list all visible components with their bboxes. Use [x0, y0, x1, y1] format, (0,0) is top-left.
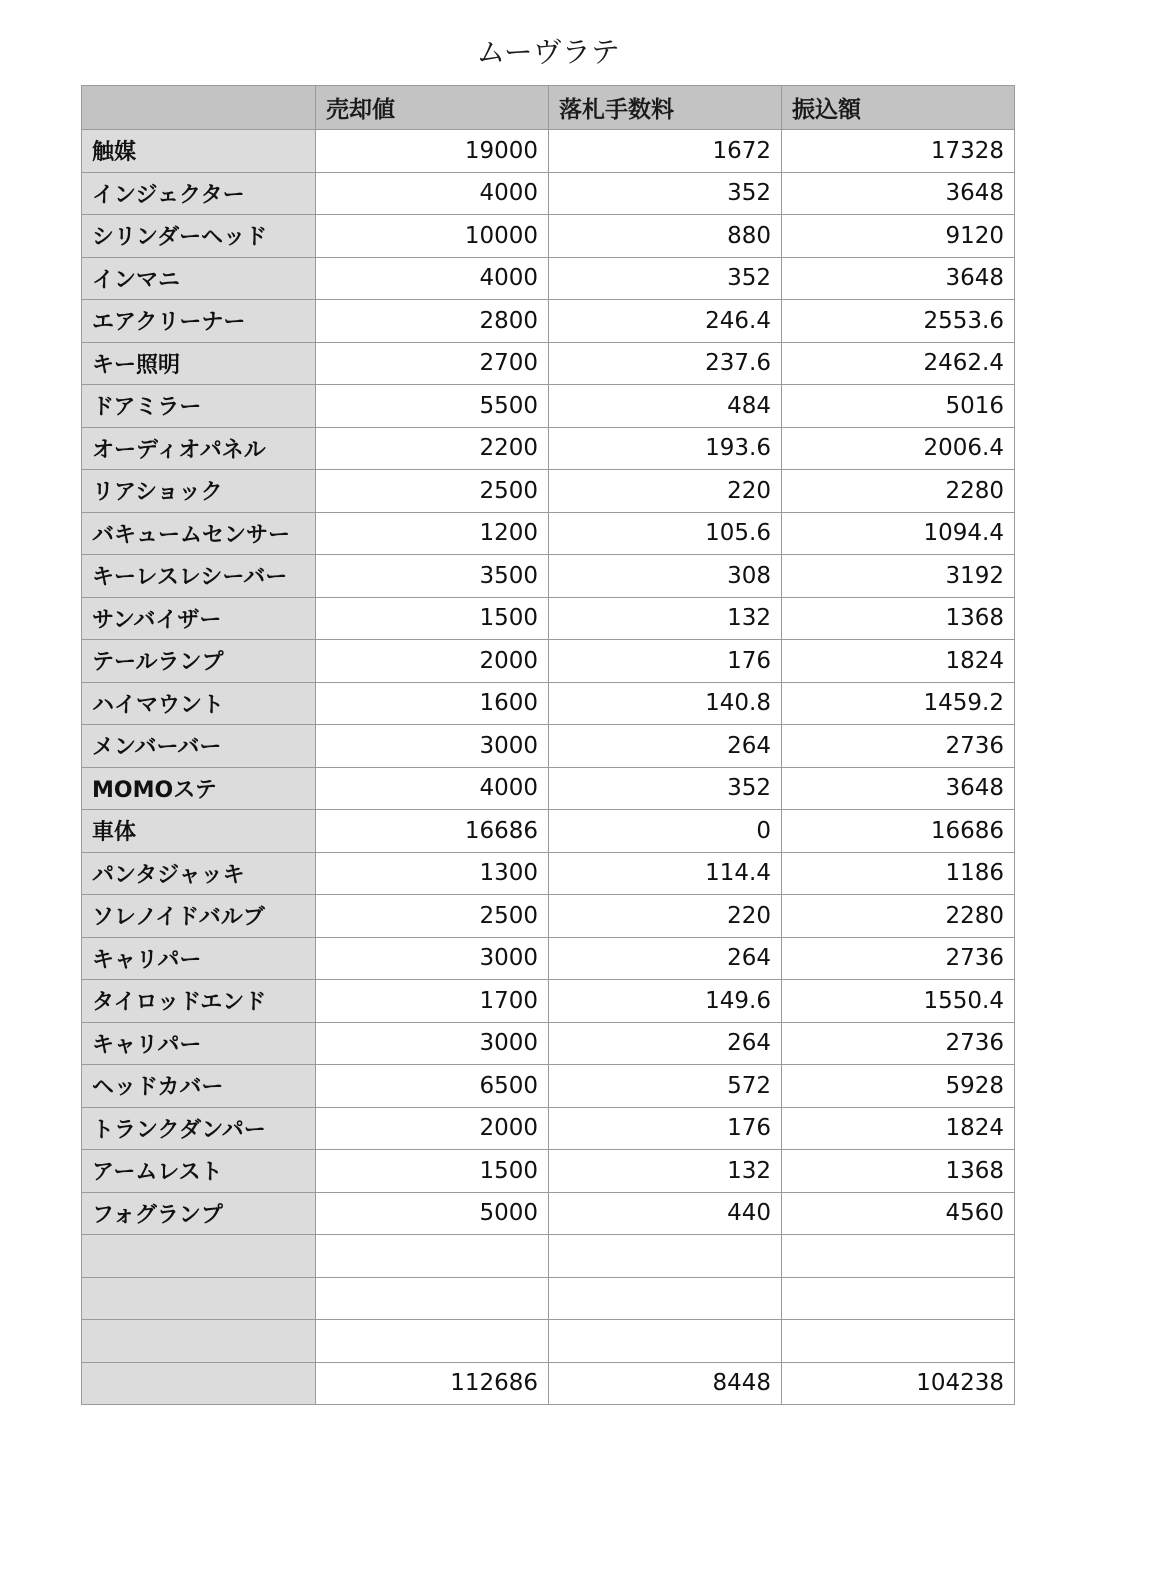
- value-cell[interactable]: 2000: [316, 1107, 549, 1150]
- table-header: [82, 86, 1015, 130]
- value-cell[interactable]: 0: [549, 810, 782, 853]
- table-row: [82, 937, 1015, 980]
- row-label-cell[interactable]: ヘッドカバー: [82, 1065, 316, 1108]
- value-cell[interactable]: 2462.4: [782, 342, 1015, 385]
- table-row: [82, 597, 1015, 640]
- table-row: [82, 300, 1015, 343]
- value-cell[interactable]: 1186: [782, 852, 1015, 895]
- value-cell[interactable]: 3648: [782, 767, 1015, 810]
- value-cell[interactable]: [782, 1235, 1015, 1278]
- value-cell[interactable]: 3000: [316, 725, 549, 768]
- value-cell[interactable]: 9120: [782, 215, 1015, 258]
- header-cell-transfer-amount[interactable]: 振込額: [782, 86, 1015, 130]
- value-cell[interactable]: 5500: [316, 385, 549, 428]
- table-row: [82, 470, 1015, 513]
- row-label-cell[interactable]: [82, 1277, 316, 1320]
- value-cell[interactable]: 4560: [782, 1192, 1015, 1235]
- value-cell[interactable]: 2700: [316, 342, 549, 385]
- value-cell[interactable]: 3000: [316, 937, 549, 980]
- row-label-cell[interactable]: シリンダーヘッド: [82, 215, 316, 258]
- value-cell[interactable]: 1459.2: [782, 682, 1015, 725]
- value-cell[interactable]: 1600: [316, 682, 549, 725]
- value-cell[interactable]: 484: [549, 385, 782, 428]
- value-cell[interactable]: [549, 1235, 782, 1278]
- value-cell[interactable]: 2800: [316, 300, 549, 343]
- header-cell-corner[interactable]: [82, 86, 316, 130]
- value-cell[interactable]: 264: [549, 1022, 782, 1065]
- row-label-cell[interactable]: キャリパー: [82, 937, 316, 980]
- table-row: [82, 767, 1015, 810]
- value-cell[interactable]: 1550.4: [782, 980, 1015, 1023]
- value-cell[interactable]: 264: [549, 725, 782, 768]
- value-cell[interactable]: 220: [549, 470, 782, 513]
- table-row: [82, 640, 1015, 683]
- value-cell[interactable]: 220: [549, 895, 782, 938]
- row-label-cell[interactable]: [82, 1235, 316, 1278]
- data-table: [81, 85, 1015, 1405]
- value-cell[interactable]: 246.4: [549, 300, 782, 343]
- value-cell[interactable]: 176: [549, 1107, 782, 1150]
- value-cell[interactable]: [549, 1277, 782, 1320]
- table-row: [82, 682, 1015, 725]
- value-cell[interactable]: 1368: [782, 1150, 1015, 1193]
- value-cell[interactable]: 16686: [316, 810, 549, 853]
- table-row: [82, 385, 1015, 428]
- value-cell[interactable]: [316, 1235, 549, 1278]
- row-label-cell[interactable]: アームレスト: [82, 1150, 316, 1193]
- value-cell[interactable]: 3500: [316, 555, 549, 598]
- value-cell[interactable]: 1500: [316, 597, 549, 640]
- table-row: [82, 1107, 1015, 1150]
- table-row: [82, 980, 1015, 1023]
- row-label-cell[interactable]: キーレスレシーバー: [82, 555, 316, 598]
- table-row: [82, 427, 1015, 470]
- table-row: [82, 257, 1015, 300]
- value-cell[interactable]: 1200: [316, 512, 549, 555]
- value-cell[interactable]: 112686: [316, 1362, 549, 1405]
- row-label-cell[interactable]: メンバーバー: [82, 725, 316, 768]
- value-cell[interactable]: 880: [549, 215, 782, 258]
- table-row: [82, 215, 1015, 258]
- table-row: [82, 512, 1015, 555]
- row-label-cell[interactable]: タイロッドエンド: [82, 980, 316, 1023]
- table-row: [82, 1150, 1015, 1193]
- value-cell[interactable]: 572: [549, 1065, 782, 1108]
- value-cell[interactable]: 3648: [782, 257, 1015, 300]
- header-cell-auction-fee[interactable]: 落札手数料: [549, 86, 782, 130]
- value-cell[interactable]: 6500: [316, 1065, 549, 1108]
- row-label-cell[interactable]: キャリパー: [82, 1022, 316, 1065]
- value-cell[interactable]: 264: [549, 937, 782, 980]
- value-cell[interactable]: 440: [549, 1192, 782, 1235]
- value-cell[interactable]: 16686: [782, 810, 1015, 853]
- value-cell[interactable]: [316, 1320, 549, 1363]
- table-row: [82, 725, 1015, 768]
- value-cell[interactable]: 2280: [782, 470, 1015, 513]
- table-body: [82, 130, 1015, 1405]
- value-cell[interactable]: 2000: [316, 640, 549, 683]
- value-cell[interactable]: 132: [549, 1150, 782, 1193]
- value-cell[interactable]: 1824: [782, 640, 1015, 683]
- table-row: [82, 1022, 1015, 1065]
- value-cell[interactable]: 2553.6: [782, 300, 1015, 343]
- row-label-cell[interactable]: キー照明: [82, 342, 316, 385]
- table-row: [82, 172, 1015, 215]
- value-cell[interactable]: 19000: [316, 130, 549, 173]
- value-cell[interactable]: [782, 1277, 1015, 1320]
- value-cell[interactable]: 2500: [316, 470, 549, 513]
- value-cell[interactable]: [549, 1320, 782, 1363]
- value-cell[interactable]: 352: [549, 172, 782, 215]
- value-cell[interactable]: 104238: [782, 1362, 1015, 1405]
- table-row: [82, 1320, 1015, 1363]
- row-label-cell[interactable]: フォグランプ: [82, 1192, 316, 1235]
- table-row: [82, 810, 1015, 853]
- value-cell[interactable]: 105.6: [549, 512, 782, 555]
- row-label-cell[interactable]: 触媒: [82, 130, 316, 173]
- value-cell[interactable]: 3192: [782, 555, 1015, 598]
- value-cell[interactable]: 5000: [316, 1192, 549, 1235]
- value-cell[interactable]: 1368: [782, 597, 1015, 640]
- table-row: [82, 1362, 1015, 1405]
- row-label-cell[interactable]: サンバイザー: [82, 597, 316, 640]
- value-cell[interactable]: 3648: [782, 172, 1015, 215]
- table-row: [82, 1065, 1015, 1108]
- value-cell[interactable]: 2736: [782, 725, 1015, 768]
- value-cell[interactable]: 2500: [316, 895, 549, 938]
- value-cell[interactable]: 2736: [782, 1022, 1015, 1065]
- value-cell[interactable]: 1672: [549, 130, 782, 173]
- row-label-cell[interactable]: リアショック: [82, 470, 316, 513]
- sheet-title: ムーヴラテ: [476, 35, 620, 69]
- value-cell[interactable]: 2200: [316, 427, 549, 470]
- row-label-cell[interactable]: [82, 1320, 316, 1363]
- value-cell[interactable]: 10000: [316, 215, 549, 258]
- header-cell-sale-price[interactable]: 売却値: [316, 86, 549, 130]
- row-label-cell[interactable]: テールランプ: [82, 640, 316, 683]
- table-row: [82, 342, 1015, 385]
- row-label-cell[interactable]: ソレノイドバルブ: [82, 895, 316, 938]
- value-cell[interactable]: 2736: [782, 937, 1015, 980]
- value-cell[interactable]: 193.6: [549, 427, 782, 470]
- row-label-cell[interactable]: エアクリーナー: [82, 300, 316, 343]
- value-cell[interactable]: 352: [549, 767, 782, 810]
- value-cell[interactable]: 237.6: [549, 342, 782, 385]
- table-row: [82, 1192, 1015, 1235]
- row-label-cell[interactable]: 車体: [82, 810, 316, 853]
- row-label-cell[interactable]: トランクダンパー: [82, 1107, 316, 1150]
- value-cell[interactable]: 149.6: [549, 980, 782, 1023]
- value-cell[interactable]: 2006.4: [782, 427, 1015, 470]
- table-row: [82, 895, 1015, 938]
- value-cell[interactable]: 140.8: [549, 682, 782, 725]
- value-cell[interactable]: 3000: [316, 1022, 549, 1065]
- value-cell[interactable]: 2280: [782, 895, 1015, 938]
- value-cell[interactable]: 114.4: [549, 852, 782, 895]
- header-row: [82, 86, 1015, 130]
- value-cell[interactable]: 4000: [316, 257, 549, 300]
- value-cell[interactable]: 4000: [316, 172, 549, 215]
- value-cell[interactable]: 5928: [782, 1065, 1015, 1108]
- value-cell[interactable]: 1300: [316, 852, 549, 895]
- value-cell[interactable]: 17328: [782, 130, 1015, 173]
- value-cell[interactable]: 1700: [316, 980, 549, 1023]
- value-cell[interactable]: 1500: [316, 1150, 549, 1193]
- row-label-cell[interactable]: インマニ: [82, 257, 316, 300]
- value-cell[interactable]: 8448: [549, 1362, 782, 1405]
- value-cell[interactable]: 1094.4: [782, 512, 1015, 555]
- row-label-cell[interactable]: ハイマウント: [82, 682, 316, 725]
- value-cell[interactable]: 308: [549, 555, 782, 598]
- row-label-cell[interactable]: ドアミラー: [82, 385, 316, 428]
- table-row: [82, 130, 1015, 173]
- table-row: [82, 555, 1015, 598]
- value-cell[interactable]: 1824: [782, 1107, 1015, 1150]
- table-row: [82, 1235, 1015, 1278]
- value-cell[interactable]: [316, 1277, 549, 1320]
- row-label-cell[interactable]: MOMOステ: [82, 767, 316, 810]
- table-row: [82, 1277, 1015, 1320]
- value-cell[interactable]: 176: [549, 640, 782, 683]
- row-label-cell[interactable]: パンタジャッキ: [82, 852, 316, 895]
- value-cell[interactable]: 4000: [316, 767, 549, 810]
- value-cell[interactable]: 132: [549, 597, 782, 640]
- row-label-cell[interactable]: [82, 1362, 316, 1405]
- value-cell[interactable]: 352: [549, 257, 782, 300]
- value-cell[interactable]: [782, 1320, 1015, 1363]
- value-cell[interactable]: 5016: [782, 385, 1015, 428]
- row-label-cell[interactable]: バキュームセンサー: [82, 512, 316, 555]
- row-label-cell[interactable]: オーディオパネル: [82, 427, 316, 470]
- row-label-cell[interactable]: インジェクター: [82, 172, 316, 215]
- table-row: [82, 852, 1015, 895]
